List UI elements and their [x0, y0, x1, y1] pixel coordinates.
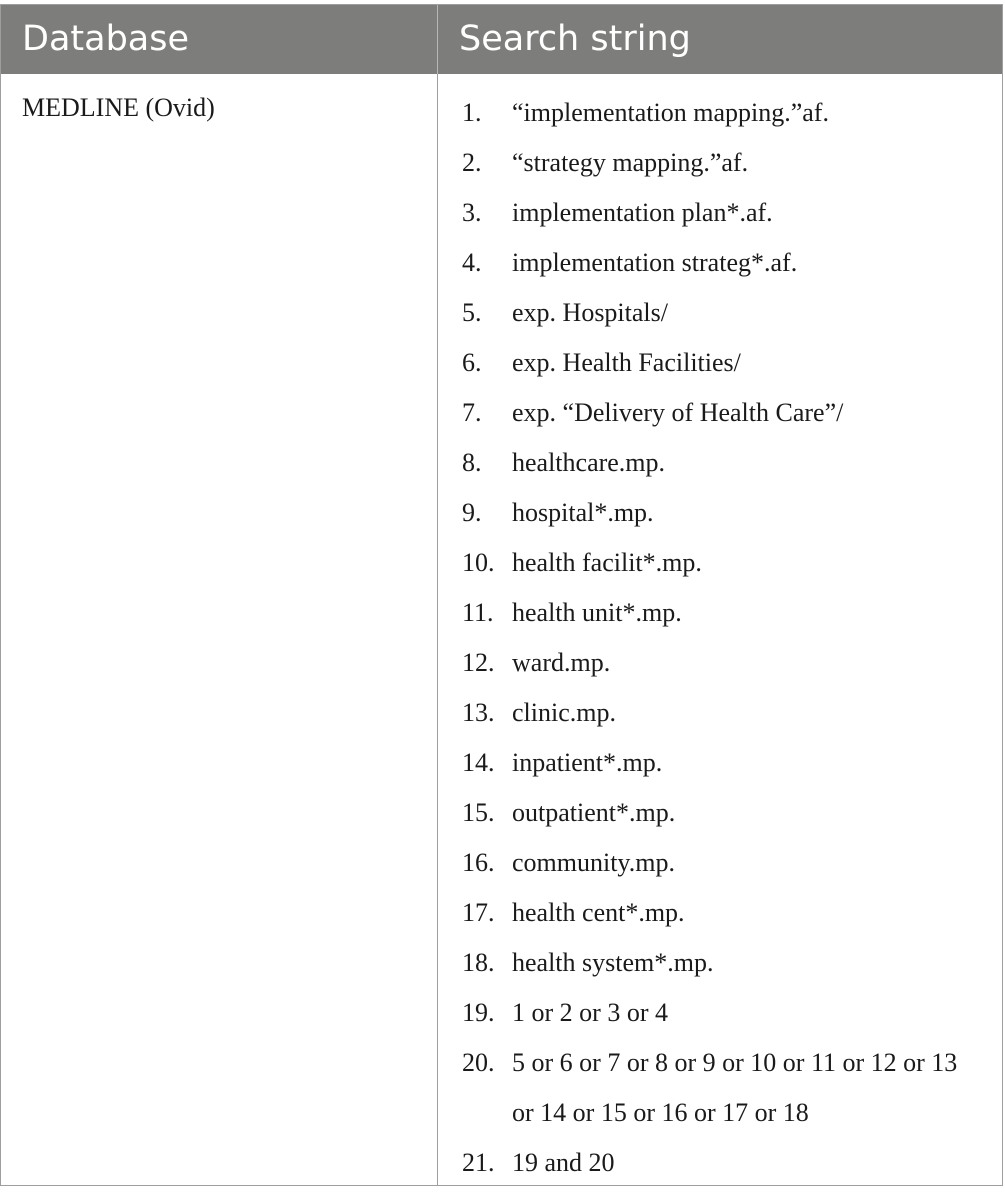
- term-number: 16.: [462, 848, 495, 877]
- list-item: [438, 588, 1002, 638]
- term-text: exp. “Delivery of Health Care”/: [512, 398, 844, 427]
- term-text: health cent*.mp.: [512, 898, 685, 927]
- list-item: [438, 438, 1002, 488]
- list-item: [438, 688, 1002, 738]
- header-database: Database: [1, 5, 438, 74]
- list-item: [438, 488, 1002, 538]
- term-number: 10.: [462, 548, 495, 577]
- term-text: 1 or 2 or 3 or 4: [512, 998, 668, 1027]
- list-item: [438, 988, 1002, 1038]
- list-item: [438, 188, 1002, 238]
- term-text: health system*.mp.: [512, 948, 714, 977]
- list-item: [438, 238, 1002, 288]
- term-number: 3.: [462, 198, 482, 227]
- term-number: 12.: [462, 648, 495, 677]
- list-item: [438, 1138, 1002, 1188]
- search-terms-list: [438, 88, 1002, 1188]
- list-item: [438, 88, 1002, 138]
- term-number: 17.: [462, 898, 495, 927]
- term-number: 11.: [462, 598, 494, 627]
- term-number: 9.: [462, 498, 482, 527]
- term-text: health facilit*.mp.: [512, 548, 702, 577]
- term-number: 5.: [462, 298, 482, 327]
- term-text: “implementation mapping.”af.: [512, 98, 829, 127]
- list-item: [438, 788, 1002, 838]
- term-number: 6.: [462, 348, 482, 377]
- table-header-row: [1, 5, 1002, 74]
- list-item: [438, 638, 1002, 688]
- term-text: exp. Health Facilities/: [512, 348, 741, 377]
- term-number: 13.: [462, 698, 495, 727]
- term-text: 19 and 20: [512, 1148, 615, 1177]
- term-number: 7.: [462, 398, 482, 427]
- term-text: health unit*.mp.: [512, 598, 682, 627]
- term-text: healthcare.mp.: [512, 448, 666, 477]
- term-text: “strategy mapping.”af.: [512, 148, 749, 177]
- search-string-cell: [438, 74, 1002, 1185]
- list-item: [438, 538, 1002, 588]
- term-number: 21.: [462, 1148, 495, 1177]
- term-text: outpatient*.mp.: [512, 798, 676, 827]
- term-text: 5 or 6 or 7 or 8 or 9 or 10 or 11 or 12 or 13 or 14 or 15 or 16 or 17 or 18: [512, 1048, 958, 1127]
- term-number: 15.: [462, 798, 495, 827]
- list-item: [438, 738, 1002, 788]
- list-item: [438, 838, 1002, 888]
- term-text: implementation plan*.af.: [512, 198, 773, 227]
- term-text: clinic.mp.: [512, 698, 616, 727]
- term-number: 18.: [462, 948, 495, 977]
- term-text: inpatient*.mp.: [512, 748, 663, 777]
- list-item: [438, 388, 1002, 438]
- database-cell: [1, 74, 438, 1185]
- list-item: [438, 1038, 1002, 1138]
- search-strategy-table: [0, 4, 1003, 1186]
- table-row: [1, 74, 1002, 1185]
- term-number: 1.: [462, 98, 482, 127]
- term-text: implementation strateg*.af.: [512, 248, 798, 277]
- database-name: MEDLINE (Ovid): [22, 93, 215, 122]
- term-number: 20.: [462, 1048, 495, 1077]
- list-item: [438, 938, 1002, 988]
- term-number: 4.: [462, 248, 482, 277]
- term-text: community.mp.: [512, 848, 675, 877]
- list-item: [438, 288, 1002, 338]
- list-item: [438, 138, 1002, 188]
- term-number: 2.: [462, 148, 482, 177]
- list-item: [438, 338, 1002, 388]
- list-item: [438, 888, 1002, 938]
- header-search-string: Search string: [459, 19, 691, 59]
- term-text: ward.mp.: [512, 648, 611, 677]
- term-text: exp. Hospitals/: [512, 298, 668, 327]
- term-number: 8.: [462, 448, 482, 477]
- term-number: 14.: [462, 748, 495, 777]
- term-number: 19.: [462, 998, 495, 1027]
- term-text: hospital*.mp.: [512, 498, 654, 527]
